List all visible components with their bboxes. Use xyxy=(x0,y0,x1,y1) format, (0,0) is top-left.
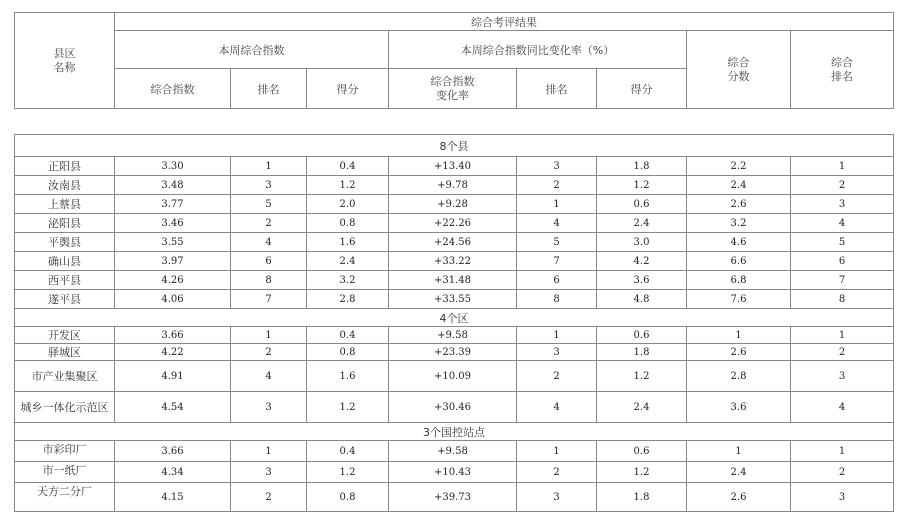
cell-index: 4.22 xyxy=(115,344,231,361)
cell-rank1: 3 xyxy=(231,176,307,195)
cell-rank1: 4 xyxy=(231,361,307,392)
row-name: 市产业集聚区 xyxy=(15,361,115,392)
table-row xyxy=(15,195,894,214)
row-name: 西平县 xyxy=(15,271,115,290)
cell-change: +9.58 xyxy=(389,441,517,462)
cell-score1: 0.4 xyxy=(307,157,389,176)
cell-score1: 2.8 xyxy=(307,290,389,309)
cell-index: 3.66 xyxy=(115,441,231,462)
cell-rank2: 7 xyxy=(517,252,597,271)
header-total-rank: 综合 排名 xyxy=(791,31,894,109)
cell-index: 3.97 xyxy=(115,252,231,271)
cell-change: +13.40 xyxy=(389,157,517,176)
cell-score2: 0.6 xyxy=(597,441,687,462)
cell-rank2: 3 xyxy=(517,483,597,512)
cell-total: 2.6 xyxy=(687,195,791,214)
cell-score1: 0.8 xyxy=(307,214,389,233)
cell-total-rank: 4 xyxy=(791,392,894,423)
row-name: 上蔡县 xyxy=(15,195,115,214)
row-name: 市彩印厂 xyxy=(15,441,115,462)
cell-index: 3.48 xyxy=(115,176,231,195)
cell-score2: 2.4 xyxy=(597,392,687,423)
cell-change: +9.28 xyxy=(389,195,517,214)
cell-rank2: 2 xyxy=(517,462,597,483)
cell-total-rank: 2 xyxy=(791,462,894,483)
cell-change: +31.48 xyxy=(389,271,517,290)
cell-total: 6.6 xyxy=(687,252,791,271)
cell-rank2: 2 xyxy=(517,176,597,195)
cell-score2: 2.4 xyxy=(597,214,687,233)
cell-rank1: 3 xyxy=(231,392,307,423)
table-row xyxy=(15,271,894,290)
cell-total: 4.6 xyxy=(687,233,791,252)
cell-score2: 0.6 xyxy=(597,327,687,344)
cell-index: 3.30 xyxy=(115,157,231,176)
cell-index: 4.34 xyxy=(115,462,231,483)
cell-change: +10.09 xyxy=(389,361,517,392)
cell-rank1: 3 xyxy=(231,462,307,483)
cell-rank2: 3 xyxy=(517,344,597,361)
row-name: 泌阳县 xyxy=(15,214,115,233)
cell-rank2: 4 xyxy=(517,214,597,233)
cell-rank2: 2 xyxy=(517,361,597,392)
cell-score1: 1.6 xyxy=(307,233,389,252)
cell-total: 1 xyxy=(687,441,791,462)
row-name: 市一纸厂 xyxy=(15,462,115,483)
header-yoy-change-group: 本周综合指数同比变化率（%） xyxy=(389,31,687,69)
cell-rank1: 8 xyxy=(231,271,307,290)
cell-change: +33.22 xyxy=(389,252,517,271)
table-row xyxy=(15,483,894,512)
header-weekly-index-group: 本周综合指数 xyxy=(115,31,389,69)
group-title: 4个区 xyxy=(15,309,894,327)
table-row xyxy=(15,233,894,252)
cell-index: 4.91 xyxy=(115,361,231,392)
cell-total: 7.6 xyxy=(687,290,791,309)
table-row xyxy=(15,462,894,483)
cell-score1: 0.4 xyxy=(307,441,389,462)
cell-score2: 1.2 xyxy=(597,176,687,195)
row-name: 平舆县 xyxy=(15,233,115,252)
cell-rank2: 3 xyxy=(517,157,597,176)
header-sub-change-rate: 综合指数 变化率 xyxy=(389,69,517,109)
cell-total-rank: 7 xyxy=(791,271,894,290)
cell-score1: 1.2 xyxy=(307,176,389,195)
cell-total-rank: 1 xyxy=(791,327,894,344)
cell-change: +22.26 xyxy=(389,214,517,233)
cell-total-rank: 3 xyxy=(791,195,894,214)
cell-rank2: 4 xyxy=(517,392,597,423)
cell-total: 2.6 xyxy=(687,344,791,361)
header-total-score: 综合 分数 xyxy=(687,31,791,109)
cell-score2: 1.8 xyxy=(597,344,687,361)
cell-rank2: 6 xyxy=(517,271,597,290)
header-sub-rank-2: 排名 xyxy=(517,69,597,109)
cell-total-rank: 3 xyxy=(791,483,894,512)
cell-score1: 2.4 xyxy=(307,252,389,271)
group-title: 8个县 xyxy=(15,135,894,157)
cell-score1: 3.2 xyxy=(307,271,389,290)
cell-change: +9.58 xyxy=(389,327,517,344)
table-row xyxy=(15,344,894,361)
cell-score1: 0.4 xyxy=(307,327,389,344)
header-spacer xyxy=(15,109,894,135)
cell-score2: 4.8 xyxy=(597,290,687,309)
header-sub-score-1: 得分 xyxy=(307,69,389,109)
cell-index: 4.06 xyxy=(115,290,231,309)
cell-rank1: 1 xyxy=(231,327,307,344)
cell-rank2: 8 xyxy=(517,290,597,309)
cell-total: 2.8 xyxy=(687,361,791,392)
row-name: 城乡一体化示范区 xyxy=(15,392,115,423)
evaluation-results-table xyxy=(14,12,894,512)
cell-index: 3.77 xyxy=(115,195,231,214)
table-row xyxy=(15,252,894,271)
table-row xyxy=(15,214,894,233)
cell-rank1: 4 xyxy=(231,233,307,252)
cell-total: 2.2 xyxy=(687,157,791,176)
cell-rank1: 2 xyxy=(231,344,307,361)
cell-total-rank: 3 xyxy=(791,361,894,392)
cell-rank1: 1 xyxy=(231,441,307,462)
cell-total: 6.8 xyxy=(687,271,791,290)
cell-rank1: 2 xyxy=(231,214,307,233)
cell-change: +23.39 xyxy=(389,344,517,361)
cell-score2: 3.0 xyxy=(597,233,687,252)
cell-score1: 1.2 xyxy=(307,392,389,423)
cell-score2: 1.2 xyxy=(597,462,687,483)
cell-rank2: 1 xyxy=(517,441,597,462)
cell-score2: 1.8 xyxy=(597,483,687,512)
header-main-title: 综合考评结果 xyxy=(115,13,894,31)
header-sub-score-2: 得分 xyxy=(597,69,687,109)
header-sub-rank-1: 排名 xyxy=(231,69,307,109)
cell-score2: 0.6 xyxy=(597,195,687,214)
cell-score2: 3.6 xyxy=(597,271,687,290)
cell-total: 3.6 xyxy=(687,392,791,423)
cell-index: 4.26 xyxy=(115,271,231,290)
cell-rank1: 5 xyxy=(231,195,307,214)
cell-change: +10.43 xyxy=(389,462,517,483)
cell-index: 3.66 xyxy=(115,327,231,344)
cell-rank1: 6 xyxy=(231,252,307,271)
header-county-name: 县区 名称 xyxy=(15,13,115,109)
table-row xyxy=(15,327,894,344)
row-name: 正阳县 xyxy=(15,157,115,176)
row-name: 驿城区 xyxy=(15,344,115,361)
cell-total-rank: 2 xyxy=(791,344,894,361)
cell-rank1: 7 xyxy=(231,290,307,309)
cell-score1: 0.8 xyxy=(307,483,389,512)
row-name: 确山县 xyxy=(15,252,115,271)
cell-change: +30.46 xyxy=(389,392,517,423)
row-name: 开发区 xyxy=(15,327,115,344)
cell-index: 4.15 xyxy=(115,483,231,512)
cell-rank2: 1 xyxy=(517,327,597,344)
cell-total: 2.6 xyxy=(687,483,791,512)
table-row xyxy=(15,176,894,195)
cell-total: 1 xyxy=(687,327,791,344)
cell-score1: 0.8 xyxy=(307,344,389,361)
cell-score2: 4.2 xyxy=(597,252,687,271)
cell-rank2: 5 xyxy=(517,233,597,252)
row-name: 天方二分厂 xyxy=(15,483,115,512)
cell-total-rank: 1 xyxy=(791,157,894,176)
table-row xyxy=(15,157,894,176)
cell-change: +9.78 xyxy=(389,176,517,195)
cell-index: 4.54 xyxy=(115,392,231,423)
cell-score1: 2.0 xyxy=(307,195,389,214)
table-row xyxy=(15,392,894,423)
cell-rank1: 1 xyxy=(231,157,307,176)
cell-total-rank: 1 xyxy=(791,441,894,462)
cell-change: +33.55 xyxy=(389,290,517,309)
cell-total-rank: 5 xyxy=(791,233,894,252)
cell-total-rank: 6 xyxy=(791,252,894,271)
cell-change: +24.56 xyxy=(389,233,517,252)
cell-total-rank: 8 xyxy=(791,290,894,309)
cell-rank1: 2 xyxy=(231,483,307,512)
cell-total-rank: 4 xyxy=(791,214,894,233)
cell-total: 2.4 xyxy=(687,176,791,195)
table-row xyxy=(15,441,894,462)
cell-score2: 1.2 xyxy=(597,361,687,392)
cell-score1: 1.2 xyxy=(307,462,389,483)
row-name: 遂平县 xyxy=(15,290,115,309)
table-row xyxy=(15,361,894,392)
cell-score1: 1.6 xyxy=(307,361,389,392)
group-title: 3个国控站点 xyxy=(15,423,894,441)
cell-index: 3.55 xyxy=(115,233,231,252)
header-sub-index: 综合指数 xyxy=(115,69,231,109)
cell-total: 3.2 xyxy=(687,214,791,233)
cell-change: +39.73 xyxy=(389,483,517,512)
row-name: 汝南县 xyxy=(15,176,115,195)
cell-score2: 1.8 xyxy=(597,157,687,176)
table-row xyxy=(15,290,894,309)
cell-total-rank: 2 xyxy=(791,176,894,195)
cell-total: 2.4 xyxy=(687,462,791,483)
cell-rank2: 1 xyxy=(517,195,597,214)
cell-index: 3.46 xyxy=(115,214,231,233)
